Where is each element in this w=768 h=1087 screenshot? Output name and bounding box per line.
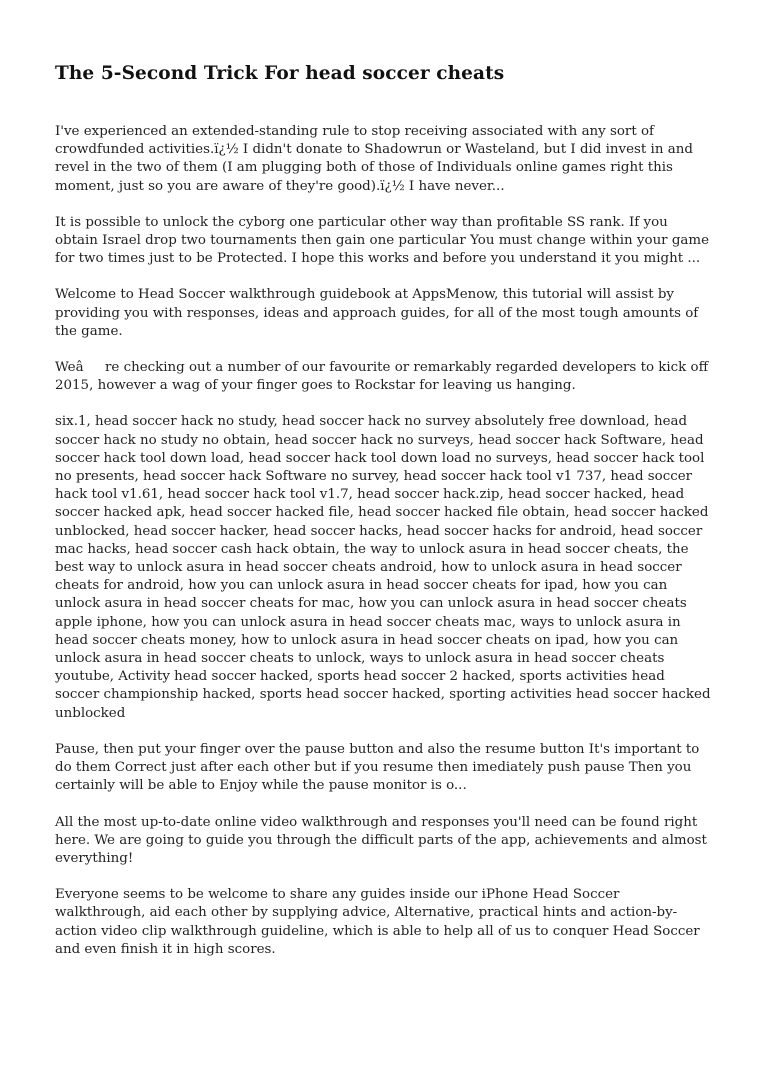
paragraph-7: All the most up-to-date online video walkthrough and responses you'll need can be found right here. We are going to guide you through the difficult parts of the app, achievements and almost everything! [55, 814, 707, 866]
page-title: The 5-Second Trick For head soccer cheats [55, 63, 505, 84]
paragraph-2: It is possible to unlock the cyborg one particular other way than profitable SS rank. If you obtain Israel drop two tournaments then gain one particular You must change within your game for two times just to be Protected. I hope this works and before you understand it you might ... [55, 214, 710, 267]
paragraph-8: Everyone seems to be welcome to share any guides inside our iPhone Head Soccer walkthrough, aid each other by supplying advice, Alternative, practical hints and action-by-action video clip walkthrough guideline, which is able to help all of us to conquer Head Soccer and even finish it in high scores. [55, 887, 700, 957]
paragraph-4: Weâre checking out a number of our favourite or remarkably regarded developers to kick off 2015, however a wag of your finger goes to Rockstar for leaving us hanging. [55, 360, 709, 394]
paragraph-5: six.1, head soccer hack no study, head soccer hack no survey absolutely free download, head soccer hack no study no obtain, head soccer hack no surveys, head soccer hack Software, head soccer hack tool down load, head soccer hack tool down load no surveys, head soccer hack tool no presents, head soccer hack Software no survey, head soccer hack tool v1 737, head soccer hack tool v1.61, head soccer hack tool v1.7, head soccer hack.zip, head soccer hacked, head soccer hacked apk, head soccer hacked file, head soccer hacked file obtain, head soccer hacked unblocked, head soccer hacker, head soccer hacks, head soccer hacks for android, head soccer mac hacks, head soccer cash hack obtain, the way to unlock asura in head soccer cheats, the best way to unlock asura in head soccer cheats android, how to unlock asura in head soccer cheats for android, how you can unlock asura in head soccer cheats for ipad, how you can unlock asura in head soccer cheats for mac, how you can unlock asura in head soccer cheats apple iphone, how you can unlock asura in head soccer cheats mac, ways to unlock asura in head soccer cheats money, how to unlock asura in head soccer cheats on ipad, how you can unlock asura in head soccer cheats to unlock, ways to unlock asura in head soccer cheats youtube, Activity head soccer hacked, sports head soccer 2 hacked, sports activities head soccer championship hacked, sports head soccer hacked, sporting activities head soccer hacked unblocked [55, 414, 711, 721]
paragraph-6: Pause, then put your finger over the pause button and also the resume button It's important to do them Correct just after each other but if you resume then imediately push pause Then you certainly will be able to Enjoy while the pause monitor is o... [55, 741, 700, 794]
paragraph-1: I've experienced an extended-standing rule to stop receiving associated with any sort of crowdfunded activities.ï¿½ I didn't donate to Shadowrun or Wasteland, but I did invest in and revel in the two of them (I am plugging both of those of Individuals online games right this moment, just so you are aware of they're good).ï¿½ I have never... [55, 124, 693, 194]
paragraph-3: Welcome to Head Soccer walkthrough guidebook at AppsMenow, this tutorial will assist by providing you with responses, ideas and approach guides, for all of the most tough amounts of the game. [55, 287, 699, 339]
